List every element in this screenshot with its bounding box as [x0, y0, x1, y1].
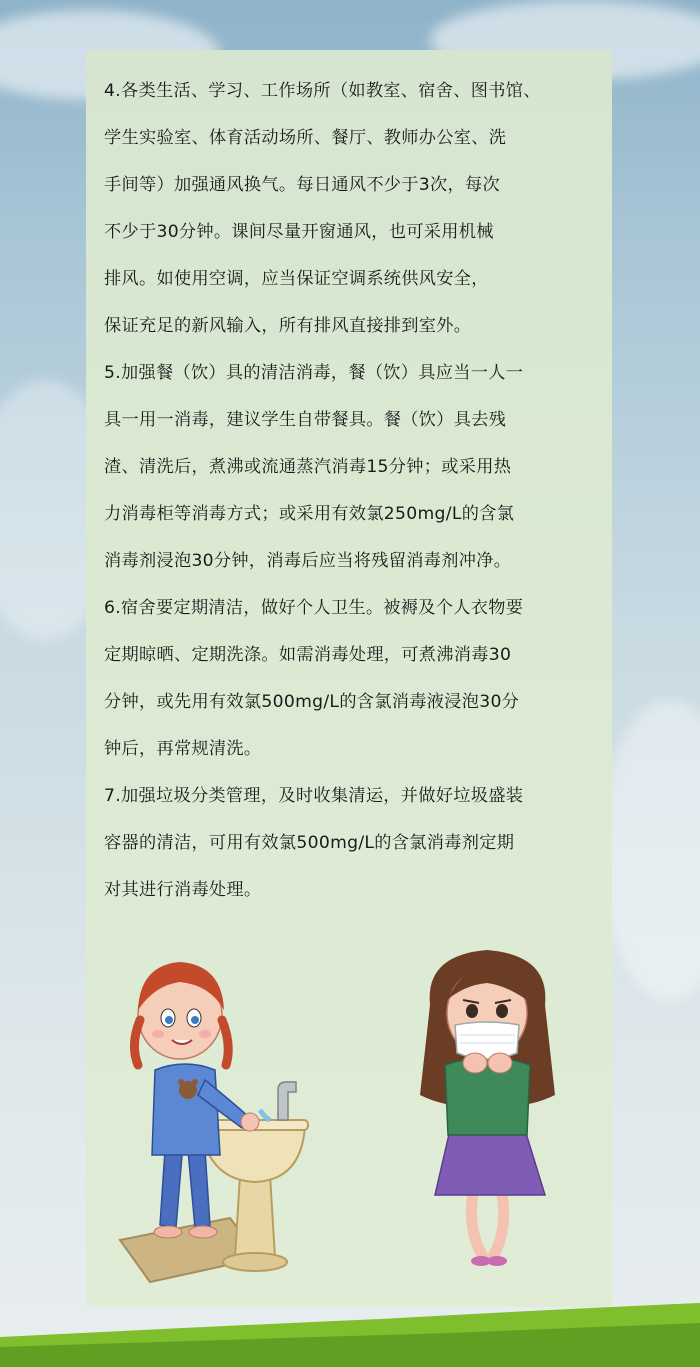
text-line: 分钟，或先用有效氯500mg/L的含氯消毒液浸泡30分 — [104, 692, 520, 712]
girl-wearing-mask-illustration — [405, 945, 570, 1275]
text-line: 钟后，再常规清洗。 — [104, 739, 262, 759]
paragraph-tableware — [104, 350, 596, 585]
paragraph-dormitory — [104, 585, 596, 773]
text-line: 保证充足的新风输入，所有排风直接排到室外。 — [104, 316, 472, 336]
text-line: 定期晾晒、定期洗涤。如需消毒处理，可煮沸消毒30 — [104, 645, 512, 665]
text-line: 容器的清洁，可用有效氯500mg/L的含氯消毒剂定期 — [104, 833, 515, 853]
text-line: 4.各类生活、学习、工作场所（如教室、宿舍、图书馆、 — [104, 81, 541, 101]
grass-ground — [0, 1297, 700, 1367]
text-line: 7.加强垃圾分类管理，及时收集清运，并做好垃圾盛装 — [104, 786, 524, 806]
text-line: 消毒剂浸泡30分钟，消毒后应当将残留消毒剂冲净。 — [104, 551, 512, 571]
text-line: 渣、清洗后，煮沸或流通蒸汽消毒15分钟；或采用热 — [104, 457, 512, 477]
text-line: 具一用一消毒，建议学生自带餐具。餐（饮）具去残 — [104, 410, 507, 430]
text-line: 不少于30分钟。课间尽量开窗通风，也可采用机械 — [104, 222, 494, 242]
text-line: 力消毒柜等消毒方式；或采用有效氯250mg/L的含氯 — [104, 504, 515, 524]
paragraph-garbage — [104, 773, 596, 914]
text-line: 学生实验室、体育活动场所、餐厅、教师办公室、洗 — [104, 128, 507, 148]
text-line: 对其进行消毒处理。 — [104, 880, 262, 900]
paragraph-ventilation — [104, 68, 596, 350]
text-line: 6.宿舍要定期清洁，做好个人卫生。被褥及个人衣物要 — [104, 598, 524, 618]
text-line: 手间等）加强通风换气。每日通风不少于3次，每次 — [104, 175, 500, 195]
text-line: 5.加强餐（饮）具的清洁消毒，餐（饮）具应当一人一 — [104, 363, 524, 383]
article-text — [104, 68, 596, 914]
text-line: 排风。如使用空调，应当保证空调系统供风安全， — [104, 269, 489, 289]
cloud — [600, 700, 700, 1000]
girl-washing-hands-illustration — [110, 940, 320, 1285]
